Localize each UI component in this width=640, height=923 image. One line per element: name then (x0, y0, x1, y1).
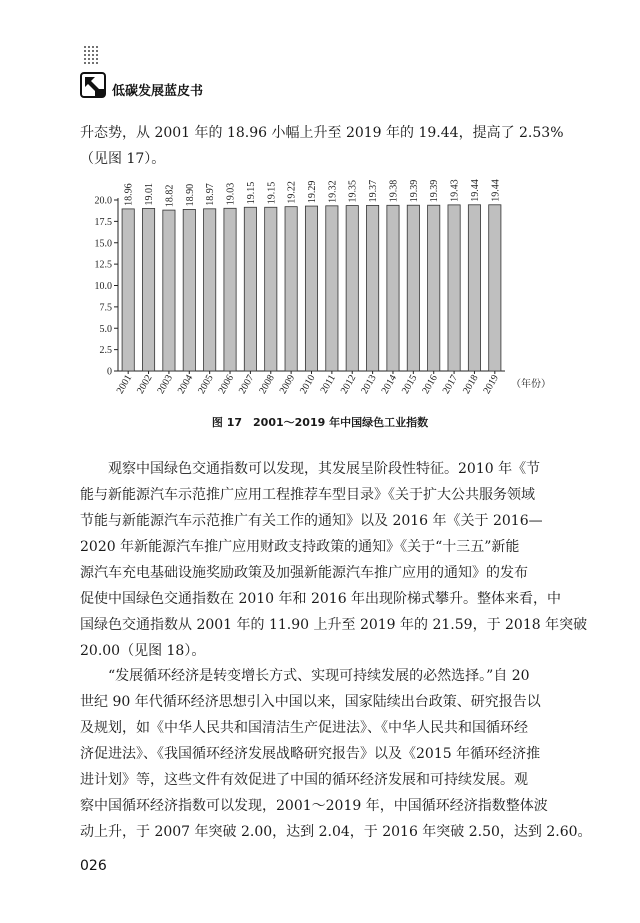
bar (244, 207, 256, 371)
y-tick-label: 5.0 (99, 323, 112, 335)
bar-value-label: 19.39 (408, 179, 420, 203)
bar (468, 205, 480, 371)
text-line: 升态势，从 2001 年的 18.96 小幅上升至 2019 年的 19.44，提高了 2.53% (80, 125, 564, 141)
text-line: 源汽车充电基础设施奖励政策及加强新能源汽车推广应用的通知》的发布 (80, 565, 528, 581)
text-line: 国绿色交通指数从 2001 年的 11.90 上升至 2019 年的 21.59，于 2018 年突破 (80, 617, 588, 633)
text-line: 观察中国绿色交通指数可以发现，其发展呈阶段性特征。2010 年《节 (108, 461, 541, 477)
x-category-label: 2012 (338, 373, 359, 396)
bar (489, 205, 501, 371)
x-category-label: 2016 (420, 373, 440, 396)
x-category-label: 2003 (155, 373, 176, 396)
paragraph-green-transport (80, 456, 588, 664)
y-tick-label: 7.5 (99, 302, 112, 314)
bar-value-label: 19.15 (266, 181, 278, 205)
bar-value-label: 19.39 (429, 179, 441, 203)
bar-value-label: 19.38 (388, 179, 400, 203)
bar-value-label: 19.35 (347, 180, 359, 203)
text-line: 能与新能源汽车示范推广应用工程推荐车型目录》《关于扩大公共服务领域 (80, 487, 535, 503)
text-line: 及规划，如《中华人民共和国清洁生产促进法》、《中华人民共和国循环经 (80, 720, 528, 736)
bar-value-label: 19.29 (307, 180, 318, 204)
bar (428, 205, 440, 371)
bar-value-label: 19.03 (225, 182, 237, 206)
bar (387, 205, 399, 371)
x-category-label: 2002 (135, 373, 155, 396)
text-line: 促使中国绿色交通指数在 2010 年和 2016 年出现阶梯式攀升。整体来看，中 (80, 591, 562, 607)
book-series-title: 低碳发展蓝皮书 (112, 84, 204, 99)
x-category-label: 2008 (257, 373, 277, 396)
bar-value-label: 19.44 (490, 179, 502, 202)
bar-value-label: 19.32 (327, 180, 339, 203)
bar-value-label: 19.22 (286, 181, 298, 204)
y-tick-label: 10.0 (94, 281, 112, 292)
x-axis-label: （年份） (511, 379, 551, 390)
bar (346, 206, 358, 371)
bar (224, 208, 236, 371)
paragraph-circular-economy (80, 663, 592, 845)
x-category-label: 2006 (216, 373, 237, 396)
bar (142, 208, 154, 371)
bar-value-label: 19.37 (368, 179, 380, 203)
bar-value-label: 18.82 (164, 184, 176, 208)
x-category-label: 2011 (318, 373, 338, 396)
x-category-label: 2009 (277, 373, 298, 396)
y-tick-label: 2.5 (99, 345, 112, 357)
figure-caption: 图 17 2001～2019 年中国绿色工业指数 (211, 416, 429, 429)
text-line: “发展循环经济是转变增长方式、实现可持续发展的必然选择。”自 20 (108, 668, 530, 684)
bar (163, 210, 175, 371)
bar-value-label: 18.97 (205, 183, 217, 206)
text-line: 世纪 90 年代循环经济思想引入中国以来，国家陆续出台政策、研究报告以 (80, 694, 541, 710)
text-line: （见图 17）。 (80, 151, 166, 167)
bar (204, 209, 216, 371)
text-line: 济促进法》、《我国循环经济发展战略研究报告》以及《2015 年循环经济推 (80, 746, 541, 762)
bar-value-label: 18.90 (184, 183, 196, 207)
bar-value-label: 19.43 (449, 179, 461, 202)
x-category-label: 2014 (379, 373, 400, 396)
bar (366, 205, 378, 371)
text-line: 进计划》等，这些文件有效促进了中国的循环经济发展和可持续发展。观 (80, 772, 528, 788)
text-line: 节能与新能源汽车示范推广有关工作的通知》以及 2016 年《关于 2016— (80, 513, 543, 529)
y-tick-label: 15.0 (94, 238, 112, 250)
x-category-label: 2015 (399, 373, 420, 396)
bar-value-label: 19.44 (469, 179, 481, 202)
y-tick-label: 0 (107, 366, 112, 378)
x-category-label: 2010 (298, 373, 318, 396)
y-tick-label: 17.5 (94, 216, 112, 228)
bar (448, 205, 460, 371)
text-line: 20.00（见图 18）。 (80, 643, 206, 659)
x-category-label: 2018 (461, 373, 481, 396)
green-industry-index-bar-chart (0, 0, 640, 410)
text-line: 2020 年新能源汽车推广应用财政支持政策的通知》《关于“十三五”新能 (80, 539, 520, 555)
bar (122, 209, 134, 371)
bar (285, 207, 297, 371)
bar (305, 206, 317, 371)
text-line: 察中国循环经济指数可以发现，2001～2019 年，中国循环经济指数整体波 (80, 798, 548, 814)
bar-value-label: 19.15 (245, 181, 257, 205)
x-category-label: 2017 (440, 373, 461, 396)
x-category-label: 2013 (359, 373, 379, 396)
x-category-label: 2004 (175, 373, 196, 396)
x-category-label: 2007 (236, 373, 257, 396)
page-number: 026 (80, 858, 107, 874)
y-tick-label: 12.5 (94, 259, 112, 271)
bar (183, 209, 195, 371)
bar (407, 205, 419, 371)
text-line: 动上升，于 2007 年突破 2.00，达到 2.04，于 2016 年突破 2.50，达到 2.60。 (80, 824, 592, 840)
x-category-label: 2019 (481, 373, 501, 396)
bar-value-label: 19.01 (144, 182, 156, 206)
x-category-label: 2005 (196, 373, 216, 396)
bar (265, 207, 277, 371)
bar (326, 206, 338, 371)
y-tick-label: 20.0 (94, 195, 112, 207)
x-category-label: 2001 (114, 373, 135, 396)
bar-value-label: 18.96 (123, 183, 135, 206)
